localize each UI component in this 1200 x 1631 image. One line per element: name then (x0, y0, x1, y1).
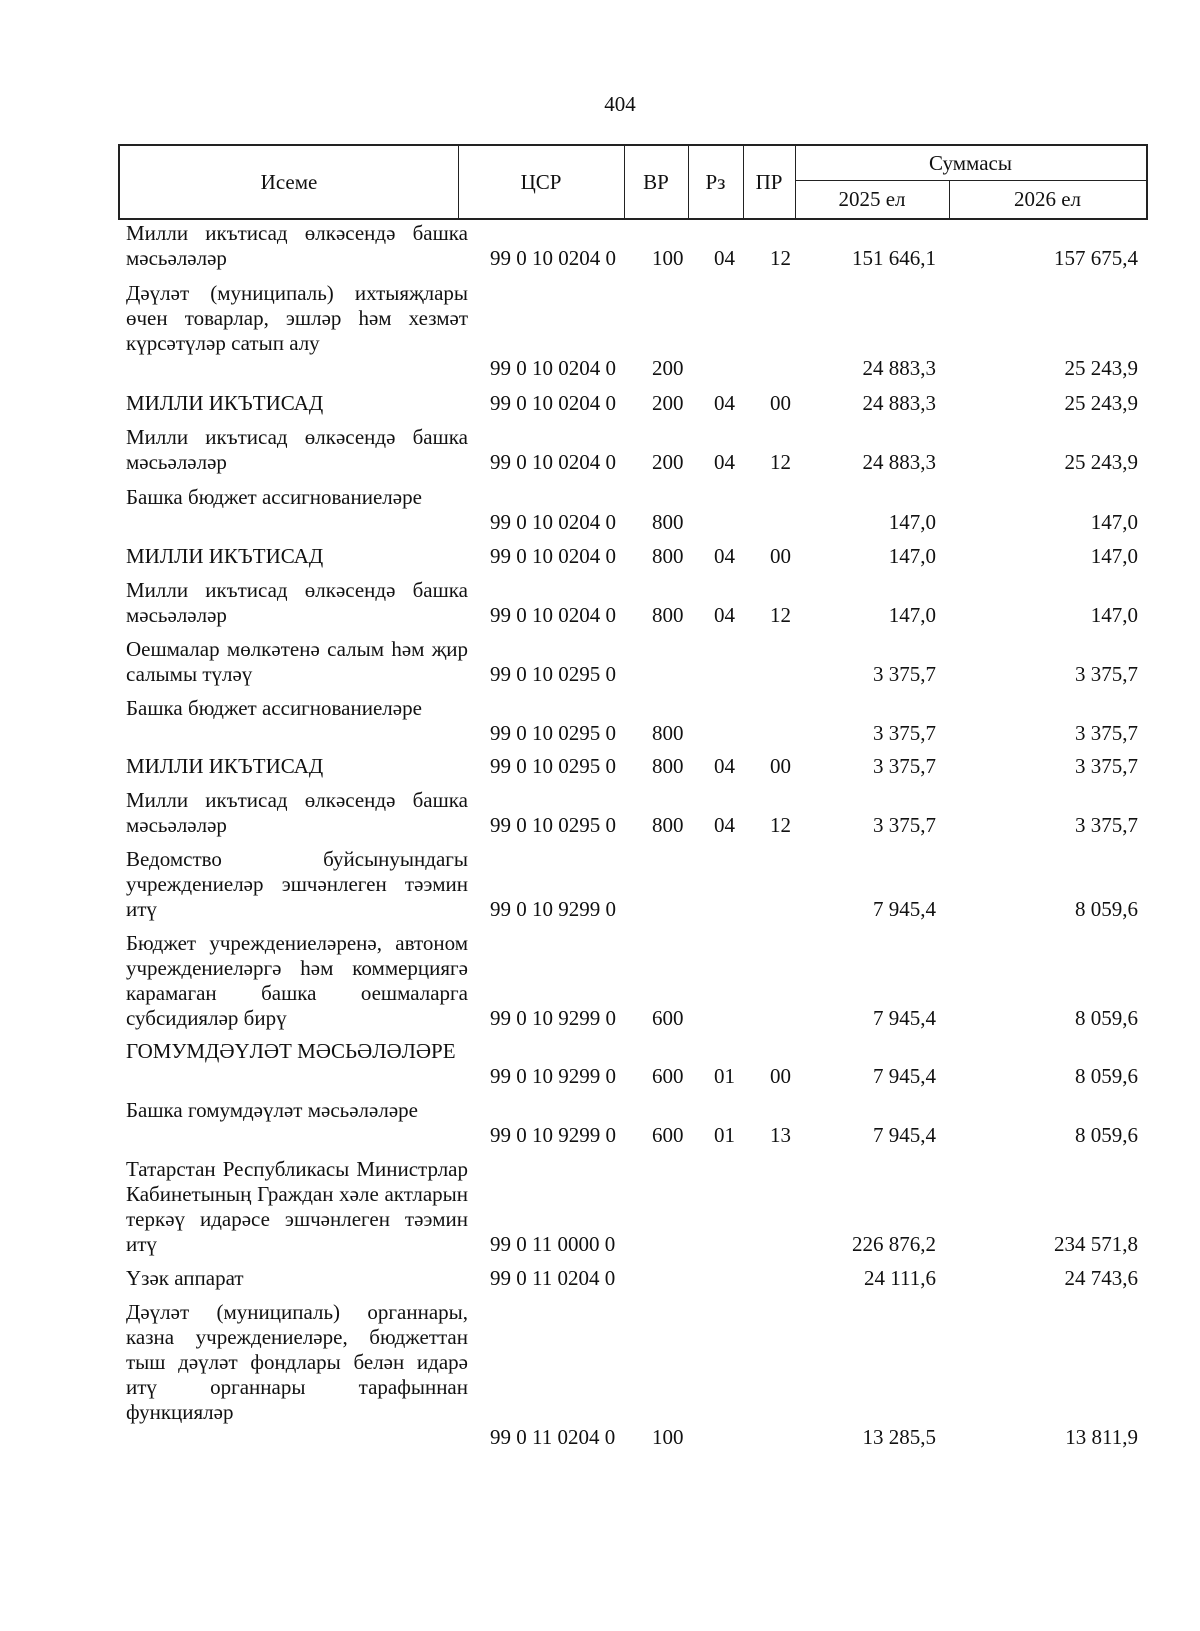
row-rz: 04 (714, 450, 735, 474)
row-sum-2026: 8 059,6 (1075, 1064, 1138, 1088)
row-pr: 12 (770, 813, 791, 837)
page-number: 404 (604, 92, 636, 116)
table-row (118, 696, 1148, 746)
row-csr: 99 0 11 0000 0 (490, 1232, 616, 1256)
row-pr: 12 (770, 246, 791, 270)
row-sum-2026: 24 743,6 (1064, 1266, 1138, 1290)
row-name: ГОМУМДӘҮЛӘТ МӘСЬӘЛӘЛӘРЕ (126, 1039, 456, 1063)
row-sum-2025: 13 285,5 (862, 1425, 936, 1449)
header-pr: ПР (755, 169, 783, 194)
row-name: Дәүләт (муниципаль) органнары, казна учреждениеләре, бюджеттан тыш дәүләт фондлары белән идарә итү органнары тарафыннан функцияләр (126, 1300, 468, 1424)
row-sum-2026: 3 375,7 (1075, 813, 1138, 837)
row-sum-2025: 147,0 (888, 544, 936, 568)
table-row (118, 578, 1148, 628)
header-name: Исеме (260, 169, 318, 194)
table-row (118, 637, 1148, 687)
row-csr: 99 0 10 9299 0 (490, 1006, 616, 1030)
row-pr: 13 (770, 1123, 791, 1147)
row-csr: 99 0 10 0204 0 (490, 450, 616, 474)
row-sum-2025: 7 945,4 (873, 897, 936, 921)
row-csr: 99 0 10 0204 0 (490, 391, 616, 415)
row-name: Ведомство буйсынуындагы учреждениеләр эшчәнлеген тәэмин итү (126, 847, 468, 921)
row-name: Башка гомумдәүләт мәсьәләләре (126, 1098, 418, 1122)
row-vr: 200 (652, 450, 684, 474)
row-csr: 99 0 10 0204 0 (490, 510, 616, 534)
table-row (118, 1157, 1148, 1257)
row-sum-2026: 157 675,4 (1054, 246, 1138, 270)
table-row (118, 847, 1148, 922)
row-rz: 01 (714, 1064, 735, 1088)
row-sum-2026: 25 243,9 (1064, 356, 1138, 380)
row-csr: 99 0 10 0204 0 (490, 356, 616, 380)
row-vr: 800 (652, 510, 684, 534)
row-sum-2026: 25 243,9 (1064, 450, 1138, 474)
table-row (118, 1266, 1148, 1291)
row-name: Бюджет учреждениеләренә, автоном учреждениеләргә һәм коммерциягә карамаган башка оешмаларга субсидияләр бирү (126, 931, 468, 1030)
row-vr: 800 (652, 721, 684, 745)
row-pr: 00 (770, 1064, 791, 1088)
row-csr: 99 0 10 0295 0 (490, 721, 616, 745)
row-sum-2025: 3 375,7 (873, 662, 936, 686)
row-pr: 00 (770, 754, 791, 778)
row-sum-2026: 147,0 (1090, 544, 1138, 568)
row-vr: 600 (652, 1006, 684, 1030)
row-csr: 99 0 10 0204 0 (490, 603, 616, 627)
row-csr: 99 0 10 9299 0 (490, 1064, 616, 1088)
row-name: Башка бюджет ассигнованиеләре (126, 696, 422, 720)
row-vr: 200 (652, 391, 684, 415)
row-pr: 12 (770, 603, 791, 627)
table-row (118, 281, 1148, 381)
row-sum-2026: 13 811,9 (1065, 1425, 1138, 1449)
row-rz: 04 (714, 544, 735, 568)
row-csr: 99 0 10 9299 0 (490, 897, 616, 921)
row-name: МИЛЛИ ИКЪТИСАД (126, 544, 324, 568)
row-vr: 800 (652, 813, 684, 837)
row-sum-2026: 234 571,8 (1054, 1232, 1138, 1256)
row-rz: 04 (714, 754, 735, 778)
row-vr: 100 (652, 246, 684, 270)
row-rz: 01 (714, 1123, 735, 1147)
row-name: МИЛЛИ ИКЪТИСАД (126, 391, 324, 415)
row-csr: 99 0 11 0204 0 (490, 1266, 616, 1290)
row-rz: 04 (714, 603, 735, 627)
row-pr: 00 (770, 391, 791, 415)
row-sum-2026: 8 059,6 (1075, 897, 1138, 921)
header-sums: Суммасы (929, 150, 1012, 175)
row-pr: 00 (770, 544, 791, 568)
row-sum-2025: 24 883,3 (862, 356, 936, 380)
row-name: Дәүләт (муниципаль) ихтыяҗлары өчен товарлар, эшләр һәм хезмәт күрсәтүләр сатып алу (126, 281, 468, 355)
row-name: Милли икътисад өлкәсендә башка мәсьәләләр (126, 578, 468, 627)
row-csr: 99 0 10 9299 0 (490, 1123, 616, 1147)
row-sum-2026: 3 375,7 (1075, 754, 1138, 778)
row-name: Оешмалар мөлкәтенә салым һәм җир салымы түләү (126, 637, 468, 686)
row-csr: 99 0 10 0295 0 (490, 662, 616, 686)
row-name: Милли икътисад өлкәсендә башка мәсьәләләр (126, 788, 468, 837)
row-rz: 04 (714, 813, 735, 837)
row-sum-2026: 3 375,7 (1075, 662, 1138, 686)
table-row (118, 485, 1148, 535)
row-sum-2025: 24 883,3 (862, 391, 936, 415)
row-name: Милли икътисад өлкәсендә башка мәсьәләләр (126, 425, 468, 474)
row-sum-2026: 25 243,9 (1064, 391, 1138, 415)
row-sum-2025: 24 111,6 (864, 1266, 936, 1290)
table-row (118, 425, 1148, 475)
row-csr: 99 0 10 0295 0 (490, 754, 616, 778)
row-vr: 800 (652, 544, 684, 568)
table-row (118, 1098, 1148, 1148)
header-2025: 2025 ел (838, 186, 906, 211)
row-sum-2025: 151 646,1 (852, 246, 936, 270)
table-row (118, 1300, 1148, 1450)
table-row (118, 1039, 1148, 1089)
row-name: Татарстан Республикасы Министрлар Кабинетының Граждан хәле актларын теркәү идарәсе эшчәнлеген тәэмин итү (126, 1157, 468, 1256)
table-row (118, 788, 1148, 838)
header-vr: ВР (643, 169, 669, 194)
row-name: Үзәк аппарат (126, 1266, 244, 1290)
row-name: МИЛЛИ ИКЪТИСАД (126, 754, 324, 778)
row-sum-2025: 3 375,7 (873, 721, 936, 745)
row-sum-2026: 3 375,7 (1075, 721, 1138, 745)
row-csr: 99 0 11 0204 0 (490, 1425, 616, 1449)
row-sum-2026: 147,0 (1090, 510, 1138, 534)
row-vr: 100 (652, 1425, 684, 1449)
row-sum-2026: 147,0 (1090, 603, 1138, 627)
header-2026: 2026 ел (1013, 186, 1082, 211)
header-rz: Рз (705, 169, 726, 194)
row-vr: 200 (652, 356, 684, 380)
table-row (118, 544, 1148, 569)
row-rz: 04 (714, 391, 735, 415)
row-vr: 600 (652, 1123, 684, 1147)
row-csr: 99 0 10 0295 0 (490, 813, 616, 837)
row-sum-2025: 7 945,4 (873, 1123, 936, 1147)
row-name: Башка бюджет ассигнованиеләре (126, 485, 422, 509)
table-row (118, 931, 1148, 1031)
table-row (118, 754, 1148, 779)
row-csr: 99 0 10 0204 0 (490, 544, 616, 568)
row-sum-2025: 226 876,2 (852, 1232, 936, 1256)
row-sum-2025: 7 945,4 (873, 1006, 936, 1030)
row-vr: 800 (652, 754, 684, 778)
row-sum-2026: 8 059,6 (1075, 1006, 1138, 1030)
row-sum-2025: 7 945,4 (873, 1064, 936, 1088)
header-csr: ЦСР (520, 169, 562, 194)
row-sum-2026: 8 059,6 (1075, 1123, 1138, 1147)
row-vr: 600 (652, 1064, 684, 1088)
row-sum-2025: 147,0 (888, 510, 936, 534)
row-name: Милли икътисад өлкәсендә башка мәсьәләләр (126, 221, 468, 270)
row-csr: 99 0 10 0204 0 (490, 246, 616, 270)
table-row (118, 221, 1148, 271)
row-vr: 800 (652, 603, 684, 627)
row-sum-2025: 24 883,3 (862, 450, 936, 474)
row-pr: 12 (770, 450, 791, 474)
table-row (118, 391, 1148, 416)
row-sum-2025: 3 375,7 (873, 754, 936, 778)
row-rz: 04 (714, 246, 735, 270)
table-header (118, 144, 1148, 220)
row-sum-2025: 3 375,7 (873, 813, 936, 837)
row-sum-2025: 147,0 (888, 603, 936, 627)
